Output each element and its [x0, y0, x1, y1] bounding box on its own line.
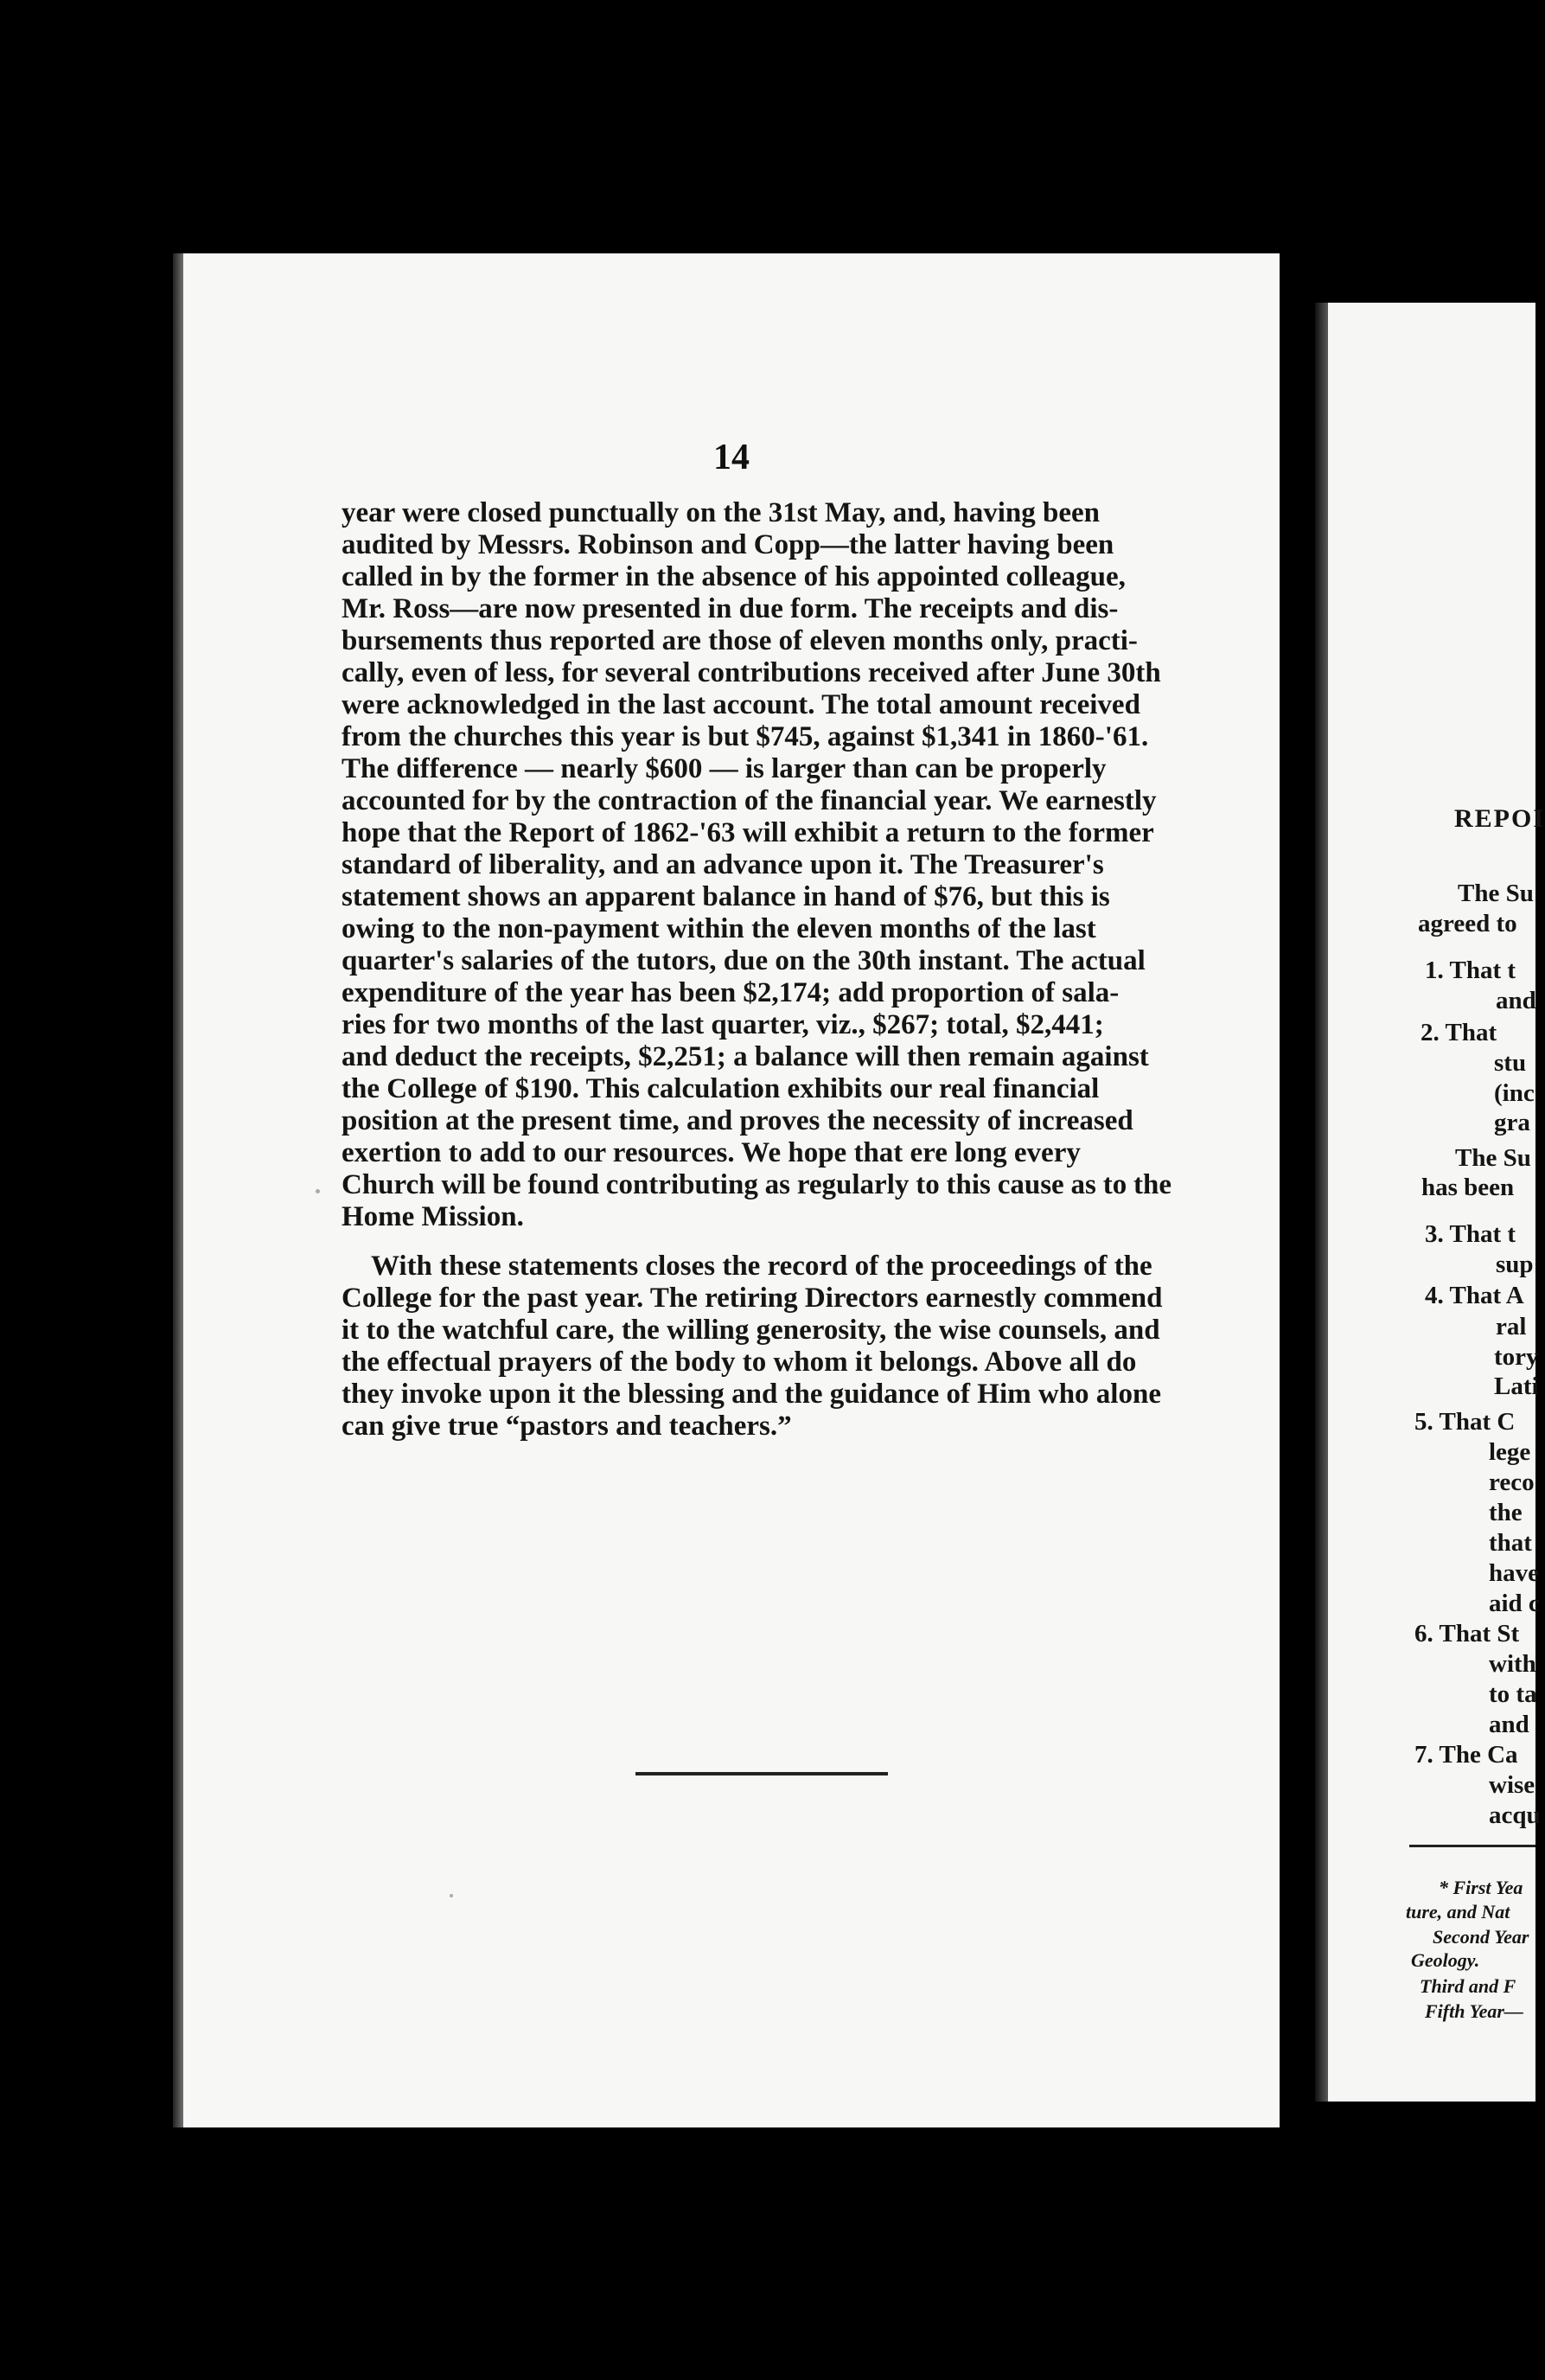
footnote-line: ture, and Nat	[1406, 1901, 1510, 1923]
text-line: bursements thus reported are those of eleven months only, practi-	[342, 625, 1138, 656]
body-text	[342, 497, 1172, 1443]
footnote-line: * First Yea	[1439, 1877, 1523, 1898]
text-line: quarter's salaries of the tutors, due on the 30th instant. The actual	[342, 945, 1146, 976]
footnote-line: Fifth Year—	[1425, 2000, 1523, 2022]
right-page-fragment: acqu	[1489, 1801, 1541, 1829]
footnote-rule	[1409, 1845, 1535, 1847]
right-page-fragment: tory	[1494, 1343, 1539, 1371]
text-line: exertion to add to our resources. We hope that ere long every	[342, 1137, 1081, 1168]
text-line: the effectual prayers of the body to whom it belongs. Above all do	[342, 1347, 1137, 1378]
right-page-fragment: The Su	[1455, 1144, 1531, 1172]
paragraph-1	[342, 497, 1172, 1233]
right-page-fragment: sup	[1496, 1251, 1534, 1278]
right-page-fragment: and	[1496, 987, 1536, 1014]
footnote-line: Geology.	[1411, 1949, 1480, 1971]
right-page-fragment: 4. That A	[1425, 1282, 1524, 1309]
footnote-line: Third and F	[1420, 1975, 1516, 1997]
right-page-fragment: 2. That	[1421, 1019, 1497, 1046]
right-page-fragment: 3. That t	[1425, 1220, 1516, 1248]
text-line: expenditure of the year has been $2,174; add proportion of sala-	[342, 977, 1120, 1008]
right-page-fragment: (inc	[1494, 1079, 1535, 1107]
right-page-fragment: stu	[1494, 1049, 1527, 1077]
right-page-fragment: wise	[1489, 1771, 1535, 1799]
text-line: statement shows an apparent balance in hand of $76, but this is	[342, 881, 1110, 912]
text-line: the College of $190. This calculation exhibits our real financial	[342, 1073, 1100, 1104]
text-line: it to the watchful care, the willing generosity, the wise counsels, and	[342, 1315, 1160, 1346]
right-page-fragment: aid c	[1489, 1590, 1540, 1617]
paragraph-2	[342, 1251, 1172, 1443]
section-divider	[635, 1772, 888, 1775]
text-line: were acknowledged in the last account. The total amount received	[342, 689, 1140, 720]
text-line: cally, even of less, for several contributions received after June 30th	[342, 657, 1161, 688]
right-page-fragment: lege	[1489, 1438, 1531, 1466]
right-page-fragment: to ta	[1489, 1680, 1537, 1708]
right-page-fragment: ral	[1496, 1313, 1527, 1340]
text-line: hope that the Report of 1862-'63 will exhibit a return to the former	[342, 817, 1154, 848]
text-line: audited by Messrs. Robinson and Copp—the latter having been	[342, 529, 1114, 560]
right-page-fragment: and	[1489, 1711, 1529, 1738]
text-line: accounted for by the contraction of the financial year. We earnestly	[342, 785, 1157, 816]
footnote-line: Second Year	[1433, 1926, 1529, 1948]
text-line: owing to the non-payment within the eleven months of the last	[342, 913, 1096, 944]
right-page-fragment: have	[1489, 1559, 1539, 1587]
text-line: Home Mission.	[342, 1201, 524, 1232]
right-page-fragment: reco	[1489, 1468, 1535, 1496]
text-line: College for the past year. The retiring Directors earnestly commend	[342, 1283, 1163, 1314]
text-line: and deduct the receipts, $2,251; a balance will then remain against	[342, 1041, 1149, 1072]
text-line: they invoke upon it the blessing and the guidance of Him who alone	[342, 1379, 1161, 1410]
paper-speck	[450, 1894, 453, 1897]
right-page-heading: REPOI	[1454, 804, 1545, 833]
text-line: The difference — nearly $600 — is larger than can be properly	[342, 753, 1107, 784]
right-page-fragment: The Su	[1458, 880, 1534, 907]
text-line: Church will be found contributing as regularly to this cause as to the	[342, 1169, 1172, 1200]
right-page-fragment: with	[1489, 1650, 1536, 1678]
right-page-fragment: 5. That C	[1414, 1408, 1516, 1436]
right-page-fragment: the	[1489, 1499, 1523, 1526]
right-page-fragment: 6. That St	[1414, 1620, 1520, 1647]
text-line: position at the present time, and proves the necessity of increased	[342, 1105, 1133, 1136]
text-line: ries for two months of the last quarter, viz., $267; total, $2,441;	[342, 1009, 1104, 1040]
right-page-fragment: 1. That t	[1425, 956, 1516, 984]
text-line: With these statements closes the record of the proceedings of the	[371, 1251, 1152, 1282]
text-line: Mr. Ross—are now presented in due form. The receipts and dis-	[342, 593, 1119, 624]
text-line: year were closed punctually on the 31st May, and, having been	[342, 497, 1100, 528]
text-line: standard of liberality, and an advance upon it. The Treasurer's	[342, 849, 1104, 880]
paper-speck	[316, 1189, 320, 1193]
right-page-fragment: that	[1489, 1529, 1532, 1557]
page-number: 14	[713, 438, 750, 477]
right-page-fragment: agreed to	[1418, 910, 1517, 937]
right-page-fragment: Lati	[1494, 1372, 1539, 1400]
text-line: called in by the former in the absence of his appointed colleague,	[342, 561, 1126, 592]
text-line: can give true “pastors and teachers.”	[342, 1411, 792, 1442]
right-page-fragment: has been	[1421, 1174, 1515, 1201]
right-page	[1328, 303, 1535, 2102]
right-page-fragment: 7. The Ca	[1414, 1741, 1518, 1769]
text-line: from the churches this year is but $745, against $1,341 in 1860-'61.	[342, 721, 1149, 752]
right-page-fragment: gra	[1494, 1109, 1530, 1136]
